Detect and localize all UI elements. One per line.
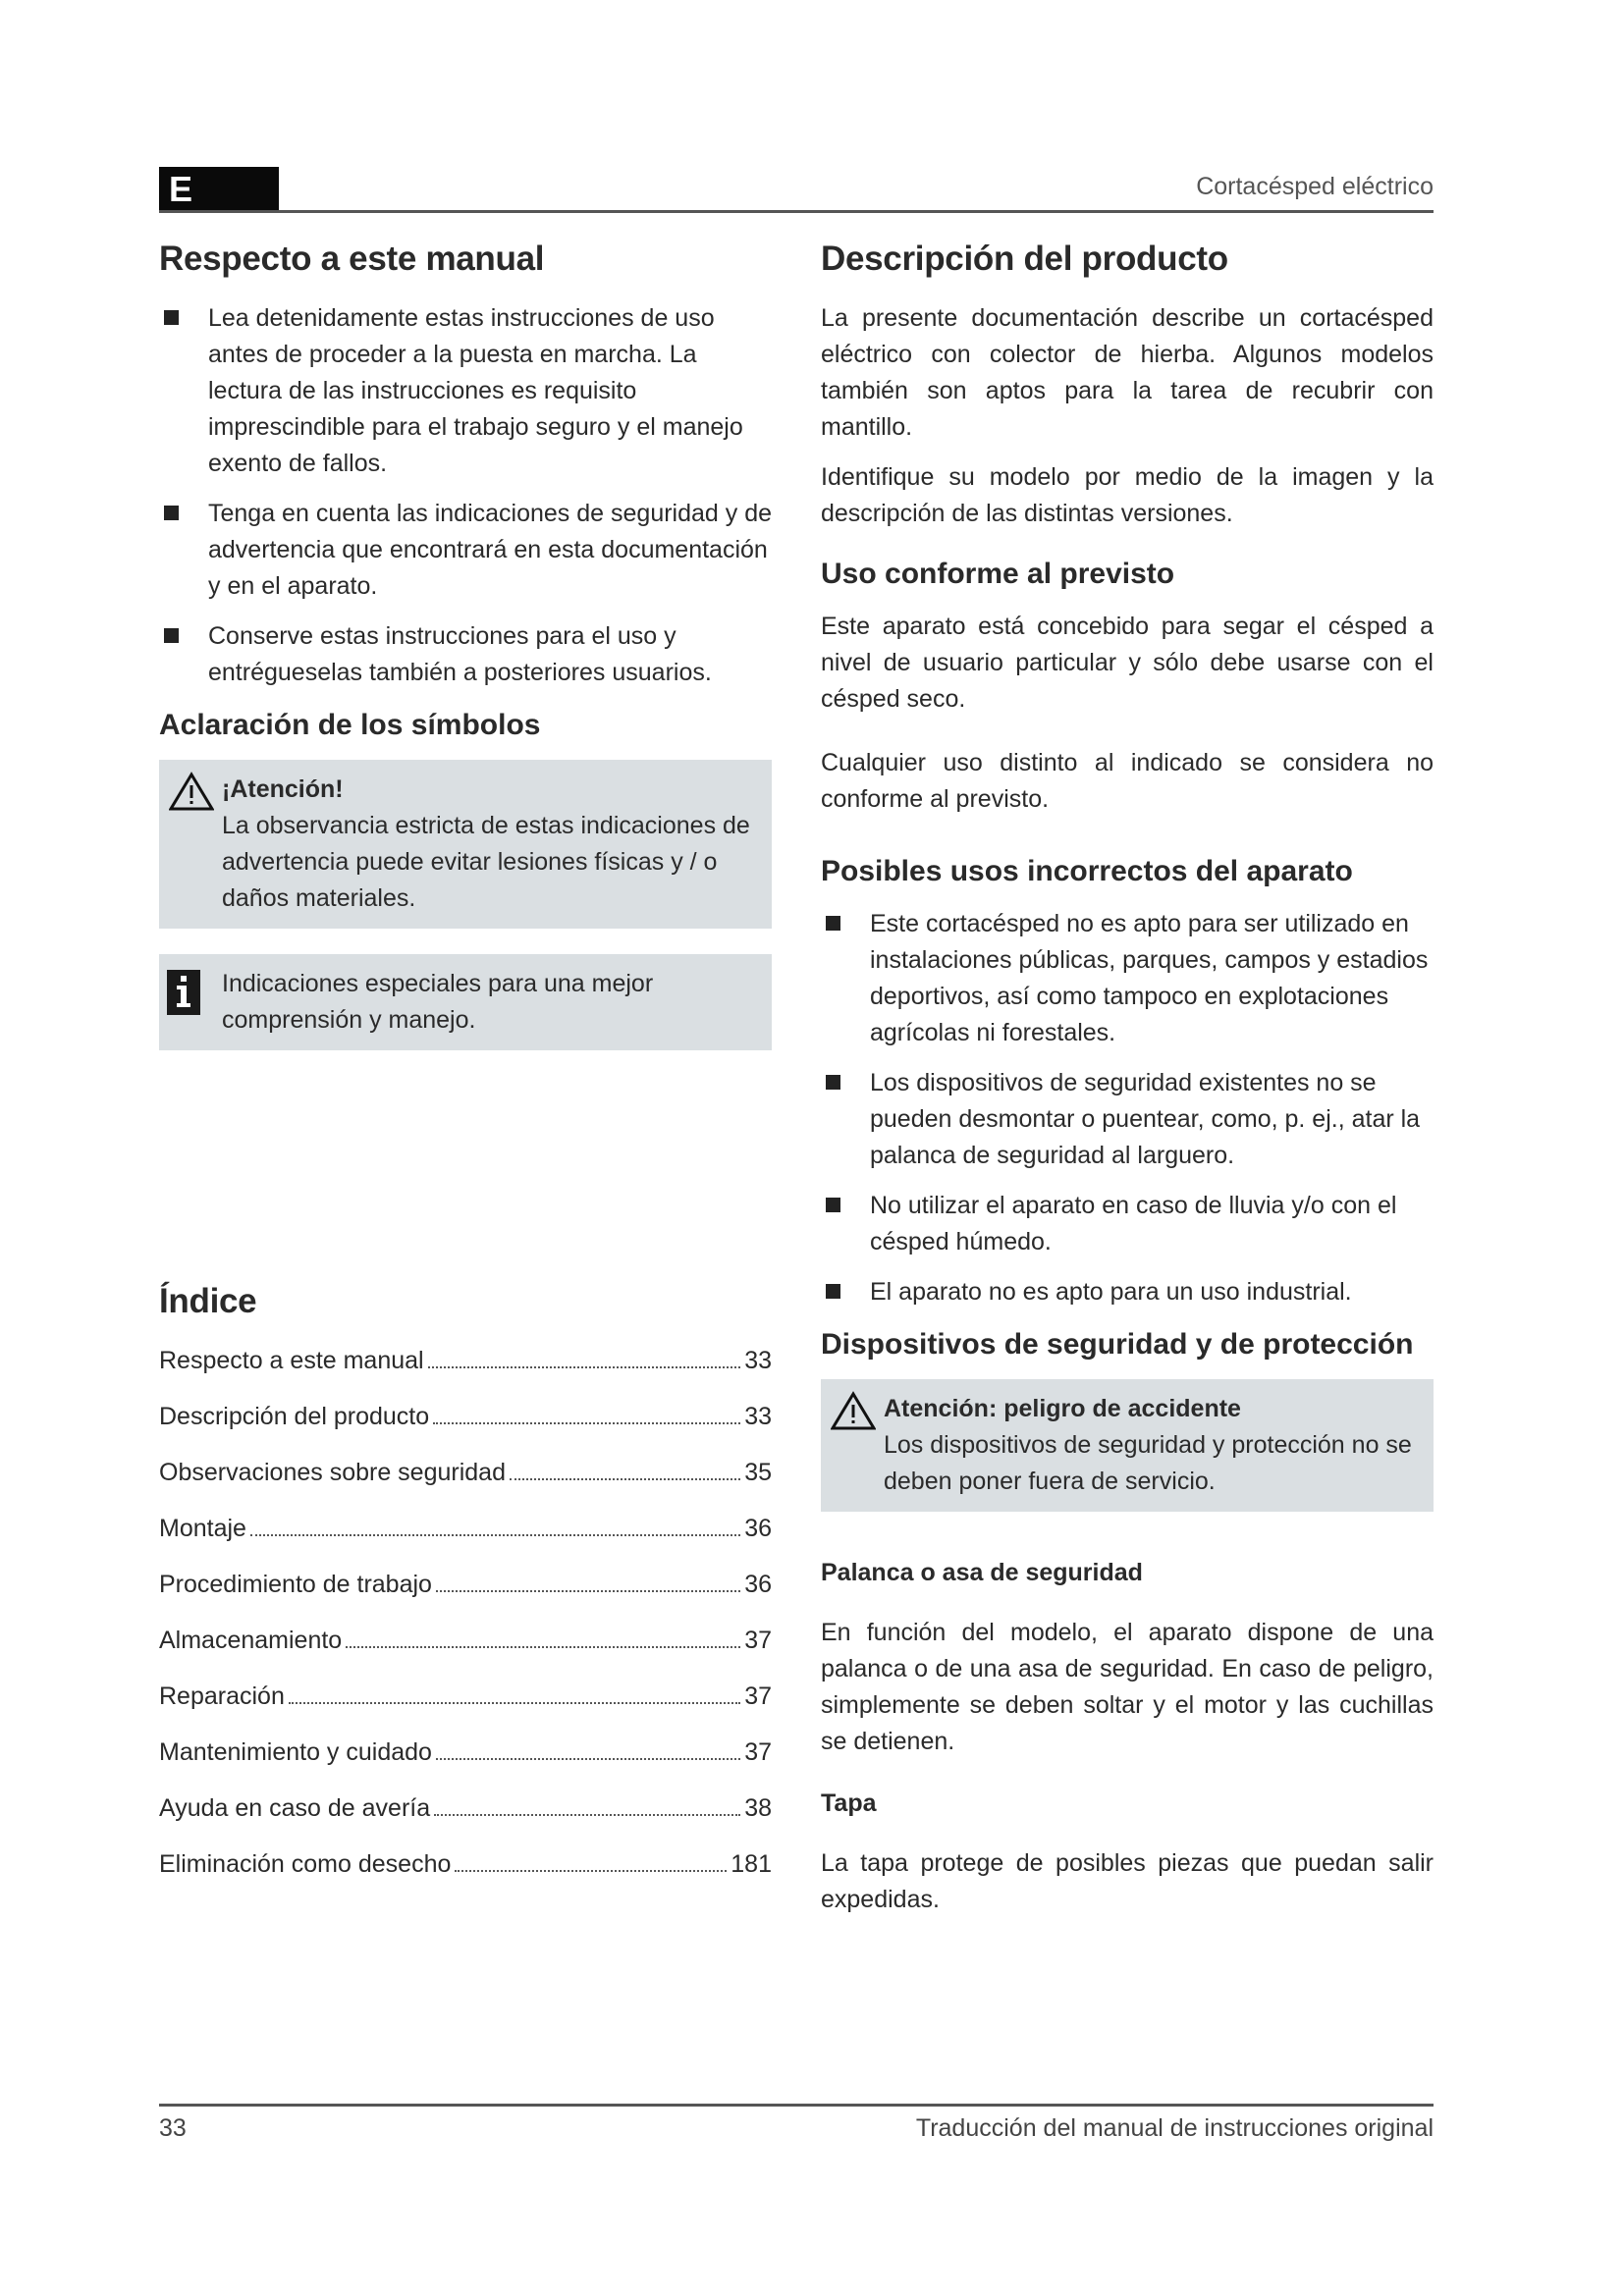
warning-title: Atención: peligro de accidente — [884, 1395, 1241, 1422]
toc-entry[interactable]: Observaciones sobre seguridad 35 — [159, 1459, 772, 1486]
info-icon — [167, 970, 200, 1015]
toc-entry[interactable]: Procedimiento de trabajo 36 — [159, 1571, 772, 1598]
bullet-square-icon — [164, 506, 179, 520]
warning-title: ¡Atención! — [222, 775, 344, 803]
table-of-contents — [159, 1343, 772, 1883]
manual-bullets — [159, 300, 772, 691]
header-title: Cortacésped eléctrico — [1196, 173, 1434, 200]
bullet-square-icon — [164, 310, 179, 325]
product-paragraph: Identifique su modelo por medio de la imagen y la descripción de las distintas versiones. — [821, 463, 1434, 527]
right-column — [821, 240, 1434, 1932]
accident-warning-note — [821, 1379, 1434, 1512]
bullet-square-icon — [826, 1075, 840, 1090]
toc-entry[interactable]: Reparación 37 — [159, 1682, 772, 1710]
toc-entry[interactable]: Almacenamiento 37 — [159, 1627, 772, 1654]
misuse-bullets — [821, 906, 1434, 1310]
warning-triangle-icon — [169, 772, 214, 811]
intended-use-paragraph: Este aparato está concebido para segar el césped a nivel de usuario particular y sólo debe usarse con el césped seco. — [821, 613, 1434, 713]
toc-leader — [289, 1701, 740, 1704]
left-column — [159, 240, 772, 1902]
toc-leader — [436, 1589, 740, 1592]
toc-leader — [433, 1421, 740, 1424]
toc-entry[interactable]: Eliminación como desecho 181 — [159, 1850, 772, 1878]
warning-text: Los dispositivos de seguridad y protección no se deben poner fuera de servicio. — [884, 1431, 1412, 1495]
warning-text: La observancia estricta de estas indicaciones de advertencia puede evitar lesiones físicas y / o daños materiales. — [222, 812, 750, 912]
manual-heading: Respecto a este manual — [159, 240, 545, 278]
list-item: Tenga en cuenta las indicaciones de seguridad y de advertencia que encontrará en esta documentación y en el aparato. — [159, 496, 772, 605]
intended-use-heading: Uso conforme al previsto — [821, 558, 1175, 590]
warning-note — [159, 760, 772, 929]
safety-heading: Dispositivos de seguridad y de protección — [821, 1328, 1414, 1361]
list-item: Lea detenidamente estas instrucciones de uso antes de proceder a la puesta en marcha. La lectura de las instrucciones es requisito imprescindible para el trabajo seguro y el manejo exento de fallos. — [159, 300, 772, 482]
toc-entry[interactable]: Mantenimiento y cuidado 37 — [159, 1738, 772, 1766]
safety-lever-paragraph: En función del modelo, el aparato dispone de una palanca o de una asa de seguridad. En caso de peligro, simplemente se deben soltar y el motor y las cuchillas se detienen. — [821, 1619, 1434, 1755]
header-divider — [159, 210, 1434, 213]
warning-triangle-icon — [831, 1391, 876, 1430]
misuse-heading: Posibles usos incorrectos del aparato — [821, 855, 1353, 887]
index-heading: Índice — [159, 1282, 257, 1320]
list-item: El aparato no es apto para un uso industrial. — [821, 1274, 1434, 1310]
bullet-square-icon — [826, 1284, 840, 1299]
toc-leader — [250, 1533, 740, 1536]
toc-entry[interactable]: Ayuda en caso de avería 38 — [159, 1794, 772, 1822]
cover-heading: Tapa — [821, 1789, 877, 1817]
footer-text: Traducción del manual de instrucciones original — [915, 2114, 1434, 2142]
info-text: Indicaciones especiales para una mejor comprensión y manejo. — [222, 970, 654, 1034]
list-item: Conserve estas instrucciones para el uso y entrégueselas también a posteriores usuarios. — [159, 618, 772, 691]
page-number: 33 — [159, 2114, 187, 2142]
toc-leader — [428, 1365, 741, 1368]
cover-paragraph: La tapa protege de posibles piezas que puedan salir expedidas. — [821, 1849, 1434, 1913]
symbols-heading: Aclaración de los símbolos — [159, 709, 541, 741]
toc-entry[interactable]: Montaje 36 — [159, 1515, 772, 1542]
toc-leader — [346, 1645, 740, 1648]
language-code: E — [169, 169, 193, 209]
intended-use-paragraph: Cualquier uso distinto al indicado se considera no conforme al previsto. — [821, 749, 1434, 813]
product-heading: Descripción del producto — [821, 240, 1228, 278]
toc-leader — [436, 1757, 740, 1760]
bullet-square-icon — [164, 628, 179, 643]
list-item: Este cortacésped no es apto para ser utilizado en instalaciones públicas, parques, campos y estadios deportivos, así como tampoco en explotaciones agrícolas ni forestales. — [821, 906, 1434, 1051]
toc-leader — [434, 1813, 740, 1816]
bullet-square-icon — [826, 1198, 840, 1212]
footer-divider — [159, 2104, 1434, 2107]
info-note — [159, 954, 772, 1050]
language-tab — [159, 167, 279, 210]
list-item: Los dispositivos de seguridad existentes no se pueden desmontar o puentear, como, p. ej., atar la palanca de seguridad al larguero. — [821, 1065, 1434, 1174]
product-paragraph: La presente documentación describe un cortacésped eléctrico con colector de hierba. Algunos modelos también son aptos para la tarea de recubrir con mantillo. — [821, 304, 1434, 441]
bullet-square-icon — [826, 916, 840, 931]
toc-leader — [510, 1477, 740, 1480]
toc-entry[interactable]: Respecto a este manual 33 — [159, 1347, 772, 1374]
toc-entry[interactable]: Descripción del producto 33 — [159, 1403, 772, 1430]
safety-lever-heading: Palanca o asa de seguridad — [821, 1559, 1143, 1586]
list-item: No utilizar el aparato en caso de lluvia y/o con el césped húmedo. — [821, 1188, 1434, 1260]
toc-leader — [455, 1869, 727, 1872]
page — [159, 167, 1434, 2150]
